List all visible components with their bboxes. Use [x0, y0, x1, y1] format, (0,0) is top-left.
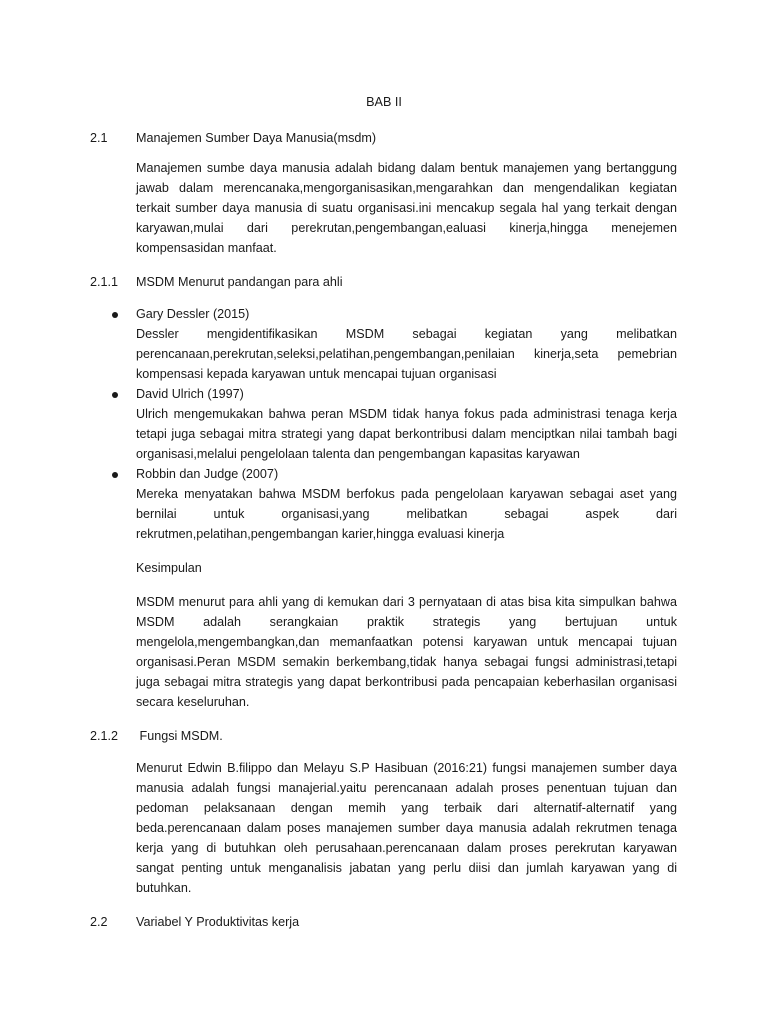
- bullet-icon: [112, 384, 136, 464]
- expert-description: Ulrich mengemukakan bahwa peran MSDM tidak hanya fokus pada administrasi tenaga kerja tetapi juga sebagai mitra strategi yang dapat berkontribusi dalam menciptkan nilai tambah bagi organisasi,melalui pengelolaan talenta dan pengembangan kapasitas karyawan: [136, 407, 677, 461]
- section-number-2-1-2: 2.1.2: [90, 729, 119, 743]
- list-item: [112, 304, 677, 384]
- expert-name: Robbin dan Judge (2007): [136, 467, 279, 481]
- paragraph-text: Menurut Edwin B.filippo dan Melayu S.P Hasibuan (2016:21) fungsi manajemen sumber daya manusia adalah fungsi manajerial.yaitu perencanaan adalah proses penentuan tujuan dan pedoman pelaksanaan dengan memih yang terbaik dari alternatif-alternatif yang beda.perencanaan dalam poses manajemen sumber daya manusia adalah rekrutmen tenaga kerja yang di butuhkan oleh perusahaan.perencanaan dalam proses perekrutan karyawan sangat penting untuk menganalisis jabatan yang perlu diisi dan jumlah karyawan yang di butuhkan.: [136, 761, 677, 895]
- expert-list: [112, 304, 677, 544]
- bullet-icon: [112, 464, 136, 544]
- section-paragraph-2-1-2: [136, 758, 677, 898]
- paragraph-text: MSDM menurut para ahli yang di kemukan dari 3 pernyataan di atas bisa kita simpulkan bahwa MSDM adalah serangkaian praktik strategis yang bertujuan untuk mengelola,mengembangkan,dan memanfaatkan potensi karyawan untuk mencapai tujuan organisasi.Peran MSDM semakin berkembang,tidak hanya sebagai fungsi administrasi,tetapi juga sebagai mitra strategis yang dapat berkontribusi pada pencapaian keberhasilan organisasi secara keseluruhan.: [136, 595, 677, 709]
- conclusion-label: Kesimpulan: [136, 561, 202, 575]
- section-heading-2-2: Variabel Y Produktivitas kerja: [136, 915, 300, 929]
- list-item: [112, 384, 677, 464]
- chapter-title: BAB II: [366, 95, 402, 109]
- conclusion-paragraph: [136, 592, 677, 712]
- expert-description: Mereka menyatakan bahwa MSDM berfokus pada pengelolaan karyawan sebagai aset yang bernilai untuk organisasi,yang melibatkan sebagai aspek dari rekrutmen,pelatihan,pengembangan karier,hingga evaluasi kinerja: [136, 487, 677, 541]
- section-heading-2-1-2: Fungsi MSDM.: [136, 729, 223, 743]
- section-number-2-1-1: 2.1.1: [90, 275, 119, 289]
- section-paragraph-2-1: [136, 158, 677, 258]
- section-number-2-1: 2.1: [90, 131, 108, 145]
- bullet-icon: [112, 304, 136, 384]
- expert-name: David Ulrich (1997): [136, 387, 244, 401]
- section-heading-2-1-1: MSDM Menurut pandangan para ahli: [136, 275, 343, 289]
- section-number-2-2: 2.2: [90, 915, 108, 929]
- list-item: [112, 464, 677, 544]
- paragraph-text: Manajemen sumbe daya manusia adalah bidang dalam bentuk manajemen yang bertanggung jawab dalam merencanaka,mengorganisasikan,mengarahkan dan mengendalikan kegiatan terkait sumber daya manusia di suatu organisasi.ini mencakup segala hal yang terkait dengan karyawan,mulai dari perekrutan,pengembangan,ealuasi kinerja,hingga menejemen kompensasidan manfaat.: [136, 161, 677, 255]
- expert-description: Dessler mengidentifikasikan MSDM sebagai kegiatan yang melibatkan perencanaan,perekrutan,seleksi,pelatihan,pengembangan,penilaian kinerja,seta pemebrian kompensasi kepada karyawan untuk mencapai tujuan organisasi: [136, 327, 677, 381]
- expert-name: Gary Dessler (2015): [136, 307, 250, 321]
- section-heading-2-1: Manajemen Sumber Daya Manusia(msdm): [136, 131, 377, 145]
